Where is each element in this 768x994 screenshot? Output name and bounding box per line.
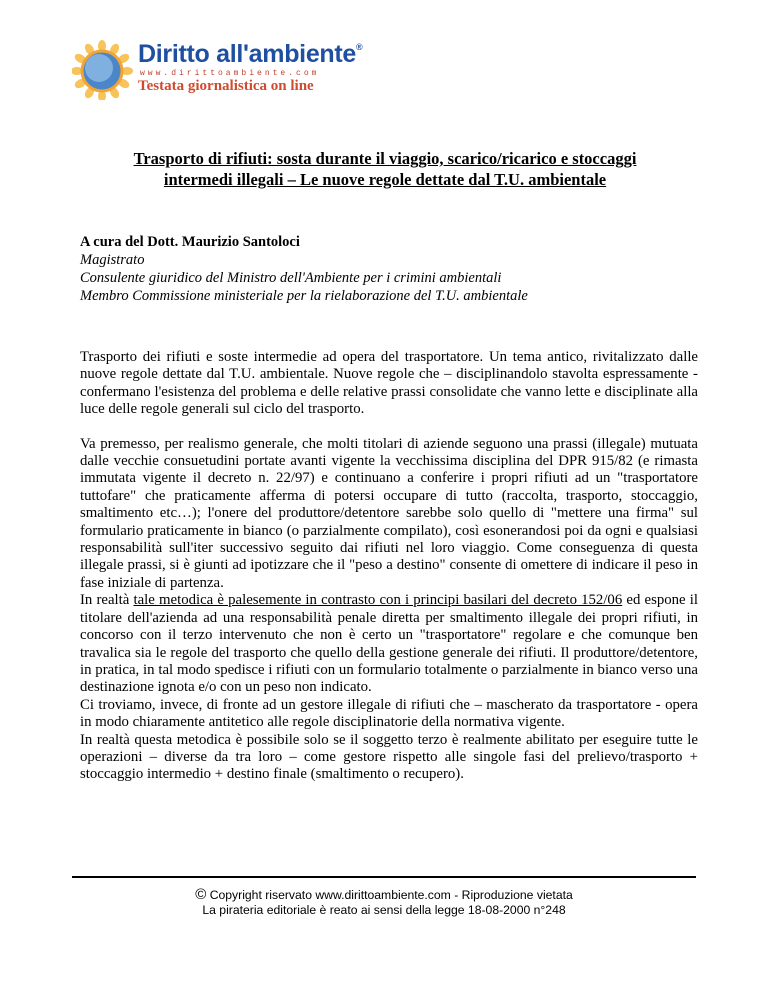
- title-line-2: intermedi illegali – Le nuove regole dettate dal T.U. ambientale: [163, 170, 607, 189]
- sun-icon: [72, 40, 136, 100]
- paragraph: [80, 592, 698, 696]
- copyright-icon: ©: [195, 886, 207, 903]
- logo-title: Diritto all'ambiente®: [138, 40, 363, 68]
- article-body: [80, 349, 698, 784]
- paragraph-text: In realtà: [80, 592, 134, 609]
- paragraph: In realtà questa metodica è possibile solo se il soggetto terzo è realmente abilitato per eseguire tutte le operazioni – diverse da tra loro – come gestore rispetto alle singole fasi del prelievo/trasporto + stoccaggio intermedio + destino finale (smaltimento o recupero).: [80, 731, 698, 783]
- footer-divider: [72, 876, 696, 878]
- logo-url: www.dirittoambiente.com: [140, 69, 320, 78]
- title-line-1: Trasporto di rifiuti: sosta durante il viaggio, scarico/ricarico e stoccaggi: [133, 149, 637, 168]
- logo-tagline: Testata giornalistica on line: [138, 78, 314, 94]
- footer-line-1: [72, 887, 696, 903]
- author-role: Membro Commissione ministeriale per la rielaborazione del T.U. ambientale: [80, 288, 528, 304]
- footer: [72, 887, 696, 918]
- paragraph: Va premesso, per realismo generale, che molti titolari di aziende seguono una prassi (illegale) mutuata dalle vecchie consuetudini portate avanti vigente la vecchissima disciplina del DPR 915/82 (e rimasta immutata vigente il decreto n. 22/97) e continuano a conferire i propri rifiuti ad un "trasportatore tuttofare" che praticamente afferma di potersi occupare di tutto (raccolta, trasporto, stoccaggio, smaltimento etc…); l'onere del produttore/detentore sarebbe solo quello di "mettere una firma" sul formulario praticamente in bianco (o parzialmente compilato), così esonerandosi poi da ogni e qualsiasi responsabilità sull'iter successivo seguito dai rifiuti nel loro viaggio. Come conseguenza di questa illegale prassi, si è giunti ad ipotizzare che il "peso a destino" consente di omettere di indicare il peso in fase iniziale di partenza.: [80, 435, 698, 591]
- footer-line-2: La pirateria editoriale è reato ai sensi della legge 18-08-2000 n°248: [202, 903, 566, 917]
- author-name: A cura del Dott. Maurizio Santoloci: [80, 234, 300, 250]
- author-role: Consulente giuridico del Ministro dell'Ambiente per i crimini ambientali: [80, 270, 502, 286]
- logo: [72, 40, 372, 98]
- copyright-text: Copyright riservato www.dirittoambiente.com - Riproduzione vietata: [209, 888, 573, 902]
- article-title: [60, 148, 710, 190]
- paragraph: Ci troviamo, invece, di fronte ad un gestore illegale di rifiuti che – mascherato da trasportatore - opera in modo chiaramente antitetico alle regole disciplinatorie della normativa vigente.: [80, 696, 698, 731]
- author-block: [80, 233, 700, 305]
- paragraph: Trasporto dei rifiuti e soste intermedie ad opera del trasportatore. Un tema antico, rivitalizzato dalle nuove regole dettate dal T.U. ambientale. Nuove regole che – disciplinandolo stavolta espressamente - confermano l'esistenza del problema e delle relative prassi consolidate che vanno lette e disciplinate alla luce delle regole generali sul ciclo del trasporto.: [80, 349, 698, 418]
- author-role: Magistrato: [80, 252, 145, 268]
- paragraph-text: ed espone il titolare dell'azienda ad una responsabilità penale diretta per smaltimento illegale dei propri rifiuti, in concorso con il terzo intervenuto che non è certo un "trasportatore" regolare e che comunque ben travalica sia le regole del trasporto che quello della gestione generale dei rifiuti. Il produttore/detentore, in pratica, in tal modo spedisce i rifiuti con un formulario totalmente o parzialmente in bianco verso una destinazione ignota e/o con un peso non indicato.: [80, 592, 698, 696]
- underlined-text: tale metodica è palesemente in contrasto con i principi basilari del decreto 152/06: [133, 592, 623, 609]
